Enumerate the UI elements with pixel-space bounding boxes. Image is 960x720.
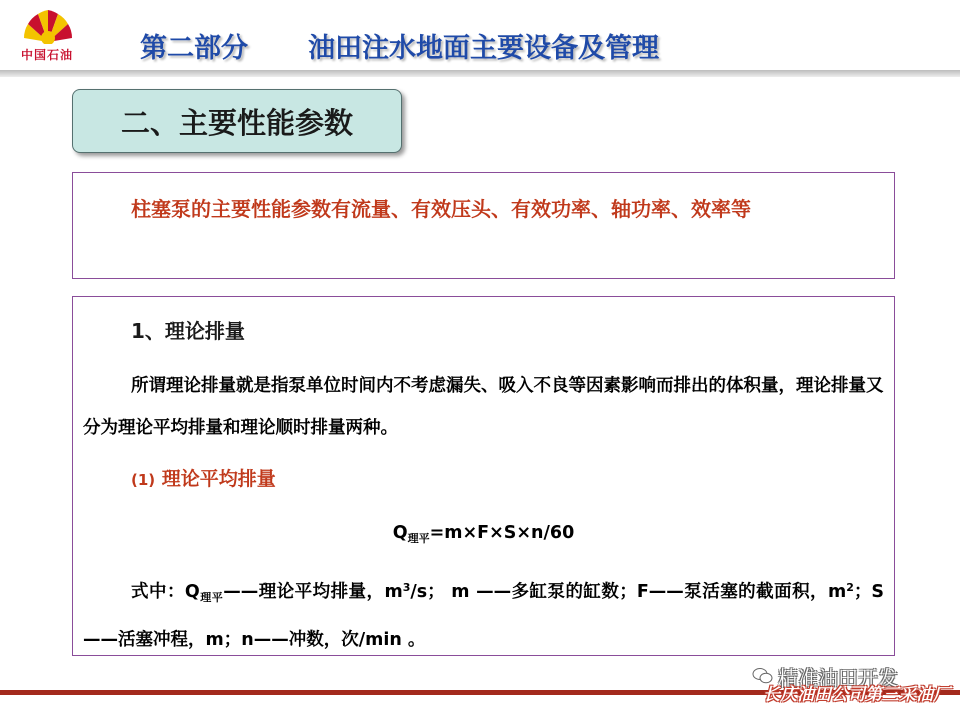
logo-text: 中国石油 [20,48,73,62]
formula [83,512,884,560]
petrochina-logo-icon [22,4,74,44]
header-divider [0,70,960,77]
defs-m-desc: m ——多缸泵的缸数；F——泵活塞的截面积，m [444,582,847,602]
defs-rest: ；S——活塞冲程，m；n——冲数，次/min 。 [83,582,885,650]
item1-1-number: (1) [131,471,156,489]
item1-body: 所谓理论排量就是指泵单位时间内不考虑漏失、吸入不良等因素影响而排出的体积量，理论排量又分为理论平均排量和理论顺时排量两种。 [83,376,884,438]
defs-q-desc: ——理论平均排量，m [223,582,403,602]
intro-text: 柱塞泵的主要性能参数有流量、有效压头、有效功率、轴功率、效率等 [131,197,751,221]
item1-1-title: 理论平均排量 [161,468,276,490]
formula-rhs: =m×F×S×n/60 [429,523,575,543]
item1-1-heading [83,458,884,501]
formula-q: Q [392,523,408,543]
formula-definitions [83,567,884,661]
petrochina-logo [14,4,80,68]
section-heading: 二、主要性能参数 [120,105,353,140]
item1-heading: 1、理论排量 [131,319,245,343]
defs-q-subscript: 理平 [199,591,224,604]
intro-box [72,172,895,279]
formula-subscript: 理平 [407,532,430,545]
defs-m-sup: 2 [846,581,854,594]
part-label: 第二部分 [140,33,248,64]
defs-q-unit-sup: 3 [402,581,411,594]
section-heading-box [72,89,402,153]
chapter-title: 油田注水地面主要设备及管理 [308,33,659,64]
page-title [140,26,659,65]
watermark-text: 精准油田开发 [778,666,898,690]
defs-prefix: 式中： [131,582,185,602]
defs-q: Q [184,582,200,602]
footer-org: 长庆油田公司第三采油厂 [763,685,950,705]
defs-q-unit-tail: /s； [410,582,445,602]
content-box [72,296,895,656]
